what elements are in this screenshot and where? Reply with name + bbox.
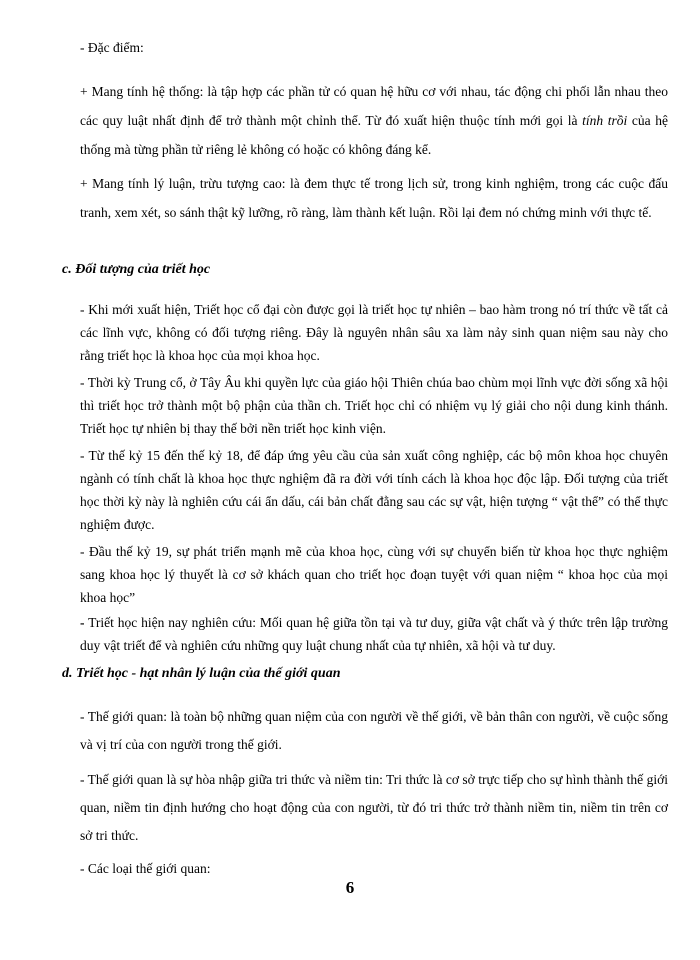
bold-dash: - [80, 615, 85, 630]
paragraph-tinh-he-thong [80, 77, 668, 164]
he-thong-text-1: + Mang tính hệ thống: là tập hợp các phần tử có quan hệ hữu cơ với nhau, tác động chi phối lẫn nhau theo các quy luật nhất định để trở thành một chỉnh thể. Từ đó xuất hiện thuộc tính mới gọi là [80, 84, 668, 128]
paragraph-dac-diem: - Đặc điểm: [80, 40, 144, 55]
heading-doi-tuong-triet-hoc: c. Đối tượng của triết học [62, 262, 211, 277]
paragraph-cac-loai: - Các loại thế giới quan: [80, 861, 211, 876]
paragraph-the-ky-19: - Đầu thế kỷ 19, sự phát triển mạnh mẽ của khoa học, cùng với sự chuyển biến từ khoa học thực nghiệm sang khoa học lý thuyết là cơ sở khách quan cho triết học đoạn tuyệt với quan niệm “ khoa học của mọi khoa học” [80, 544, 668, 605]
paragraph-triet-hoc-hien-nay [80, 611, 668, 657]
heading-hat-nhan-ly-luan: d. Triết học - hạt nhân lý luận của thế giới quan [62, 666, 341, 681]
he-thong-text-2: của hệ thống mà từng phần tử riêng lẻ không có hoặc có không đáng kể. [80, 113, 668, 157]
triet-hoc-hien-nay-text: Triết học hiện nay nghiên cứu: Mối quan hệ giữa tồn tại và tư duy, giữa vật chất và ý thức trên lập trường duy vật triết để và nghiên cứu những quy luật chung nhất của tự nhiên, xã hội và tư duy. [80, 615, 668, 653]
paragraph-trung-co: - Thời kỳ Trung cổ, ở Tây Âu khi quyền lực của giáo hội Thiên chúa bao chùm mọi lĩnh vực đời sống xã hội thì triết học trở thành một bộ phận của thần ch. Triết học chỉ có nhiệm vụ lý giải cho nội dung kinh thánh. Triết học tự nhiên bị thay thế bởi nền triết học kinh viện. [80, 375, 668, 436]
paragraph-triet-hoc-co-dai: - Khi mới xuất hiện, Triết học cổ đại còn được gọi là triết học tự nhiên – bao hàm trong nó trí thức về tất cả các lĩnh vực, không có đối tượng riêng. Đây là nguyên nhân sâu xa làm nảy sinh quan niệm sau này cho rằng triết học là khoa học của mọi khoa học. [80, 302, 668, 363]
paragraph-hoa-nhap: - Thế giới quan là sự hòa nhập giữa tri thức và niềm tin: Tri thức là cơ sở trực tiếp cho sự hình thành thế giới quan, niềm tin định hướng cho hoạt động của con người, từ đó tri thức trở thành niềm tin, niềm tin trên cơ sở tri thức. [80, 772, 668, 843]
paragraph-the-ky-15-18: - Từ thế kỷ 15 đến thế kỷ 18, để đáp ứng yêu cầu của sản xuất công nghiệp, các bộ môn khoa học chuyên ngành có tính chất là khoa học thực nghiệm đã ra đời với tính cách là khoa học độc lập. Đối tượng của triết học thời kỳ này là nghiên cứu cái ẩn dấu, cái bản chất đằng sau các sự vật, hiện tượng “ vật thể” có thể thực nghiệm được. [80, 448, 668, 532]
paragraph-the-gioi-quan: - Thế giới quan: là toàn bộ những quan niệm của con người về thế giới, về bản thân con người, về cuộc sống và vị trí của con người trong thế giới. [80, 709, 668, 752]
paragraph-tinh-ly-luan: + Mang tính lý luận, trừu tượng cao: là đem thực tế trong lịch sử, trong kinh nghiệm, trong các cuộc đấu tranh, xem xét, so sánh thật kỹ lưỡng, rõ ràng, làm thành kết luận. Rồi lại đem nó chứng minh với thực tế. [80, 176, 668, 220]
tinh-troi-term: tính trồi [582, 113, 628, 128]
page-number: 6 [345, 878, 355, 897]
